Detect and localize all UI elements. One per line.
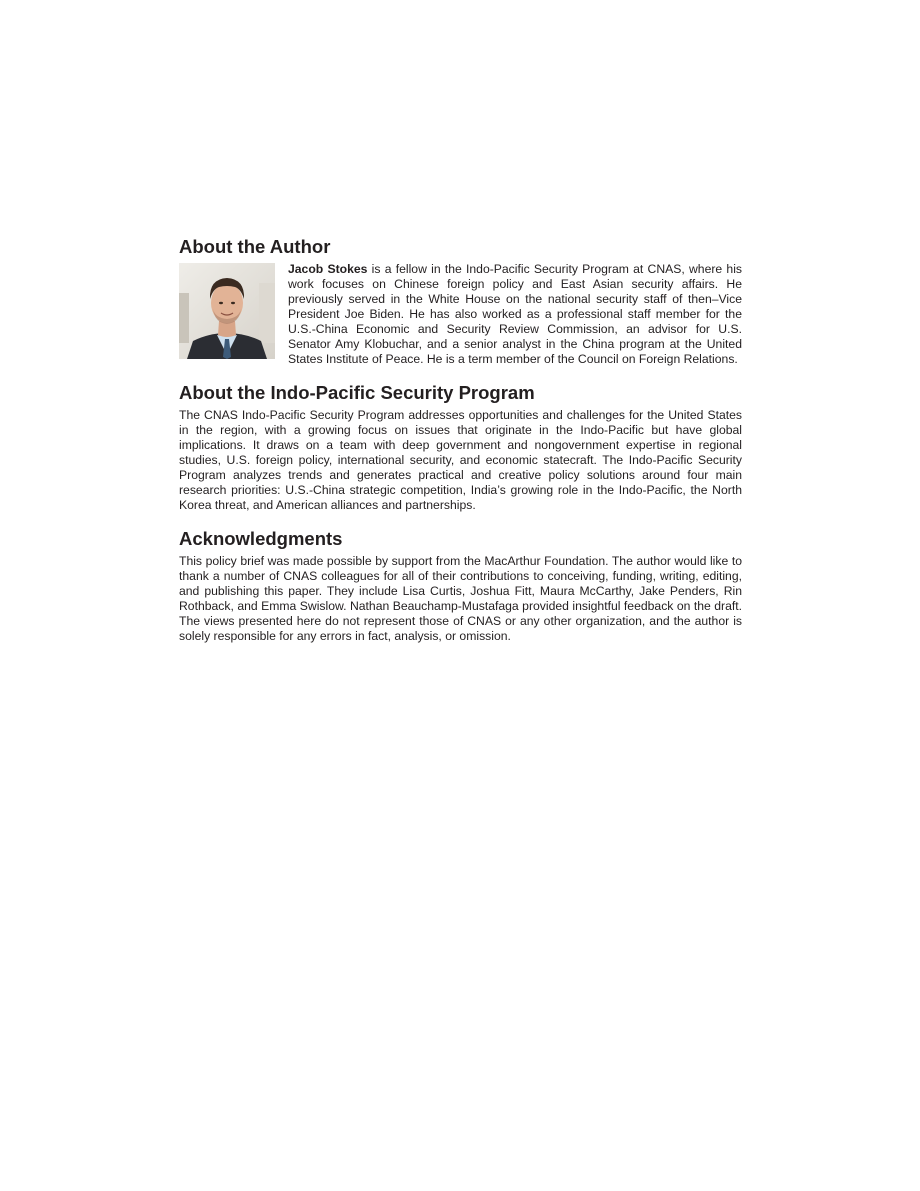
author-photo (179, 263, 275, 359)
program-body: The CNAS Indo-Pacific Security Program addresses opportunities and challenges for the United States in the region, with a growing focus on issues that originate in the Indo-Pacific but have global implications. It draws on a team with deep government and nongovernment expertise in regional studies, U.S. foreign policy, international security, and economic statecraft. The Indo-Pacific Security Program analyzes trends and generates practical and creative policy solutions around four main research priorities: U.S.-China strategic competition, India’s growing role in the Indo-Pacific, the North Korea threat, and American alliances and partnerships. (179, 408, 742, 512)
program-section (179, 382, 742, 513)
acknowledgments-heading: Acknowledgments (179, 528, 343, 549)
author-bio (288, 262, 742, 367)
author-bio-text: is a fellow in the Indo-Pacific Security Program at CNAS, where his work focuses on Chinese foreign policy and East Asian security affairs. He previously served in the White House on the national security staff of then–Vice President Joe Biden. He has also worked as a professional staff member for the U.S.-China Economic and Security Review Commission, an advisor for U.S. Senator Amy Klobuchar, and a senior analyst in the China program at the United States Institute of Peace. He is a term member of the Council on Foreign Relations. (288, 262, 743, 366)
acknowledgments-section (179, 528, 742, 644)
author-block (179, 262, 742, 367)
page-content (179, 236, 742, 659)
about-author-heading: About the Author (179, 236, 331, 257)
about-author-section (179, 236, 742, 367)
acknowledgments-body: This policy brief was made possible by support from the MacArthur Foundation. The author would like to thank a number of CNAS colleagues for all of their contributions to conceiving, funding, writing, editing, and publishing this paper. They include Lisa Curtis, Joshua Fitt, Maura McCarthy, Jake Penders, Rin Rothback, and Emma Swislow. Nathan Beauchamp-Mustafaga provided insightful feedback on the draft. The views presented here do not represent those of CNAS or any other organization, and the author is solely responsible for any errors in fact, analysis, or omission. (179, 554, 742, 643)
author-name: Jacob Stokes (288, 262, 368, 276)
program-heading: About the Indo-Pacific Security Program (179, 382, 535, 403)
